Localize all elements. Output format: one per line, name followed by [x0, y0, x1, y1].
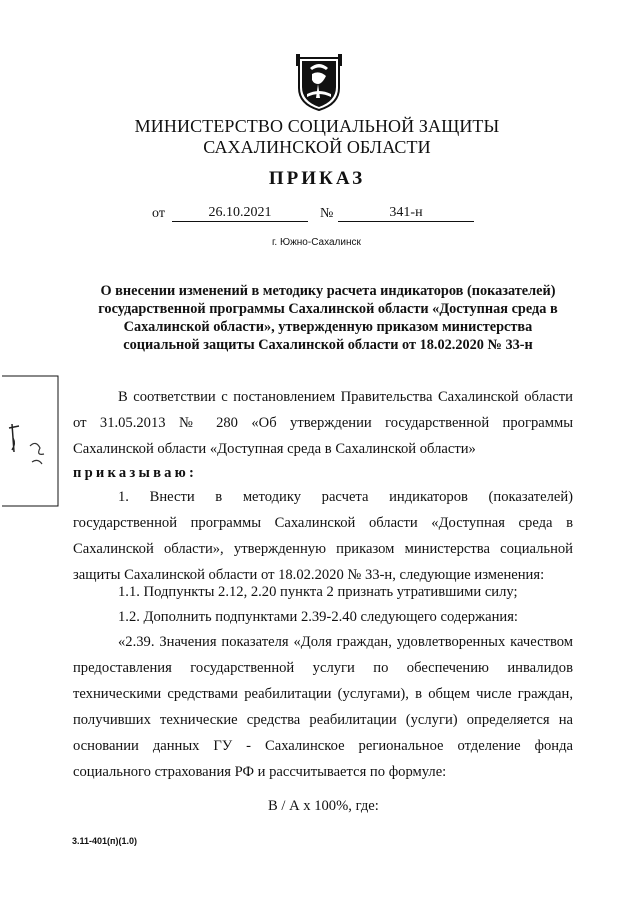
ministry-name-line2: САХАЛИНСКОЙ ОБЛАСТИ	[203, 137, 431, 157]
ministry-name-line1: МИНИСТЕРСТВО СОЦИАЛЬНОЙ ЗАЩИТЫ	[134, 116, 500, 136]
document-type-title: ПРИКАЗ	[268, 168, 366, 189]
coat-of-arms-emblem	[296, 54, 342, 112]
number-label: №	[320, 206, 334, 221]
subject-line-4: социальной защиты Сахалинской области от 18.02.2020 № 33-н	[123, 337, 533, 353]
orders-keyword: приказываю:	[73, 465, 198, 481]
item-1-1-paragraph: 1.1. Подпункты 2.12, 2.20 пункта 2 признать утратившими силу;	[118, 584, 518, 600]
subject-line-2: государственной программы Сахалинской области «Доступная среда в	[98, 301, 558, 317]
item-1-2-paragraph: 1.2. Дополнить подпунктами 2.39-2.40 следующего содержания:	[118, 609, 518, 625]
city-name: г. Южно-Сахалинск	[272, 237, 361, 248]
item-1-paragraph: 1. Внести в методику расчета индикаторов (показателей) государственной программы Сахалинской области «Доступная среда в Сахалинской области», утвержденную приказом министерства социальной защиты Сахалинской области от 18.02.2020 № 33-н, следующие изменения:	[73, 489, 573, 583]
margin-stamp	[0, 372, 62, 510]
date-label: от	[152, 206, 165, 221]
subject-line-1: О внесении изменений в методику расчета индикаторов (показателей)	[100, 283, 556, 299]
preamble-paragraph: В соответствии с постановлением Правительства Сахалинской области от 31.05.2013 № 280 «Об утверждении государственной программы Сахалинской области «Доступная среда в Сахалинской области»	[73, 389, 573, 457]
document-code: 3.11-401(п)(1.0)	[72, 836, 137, 846]
subject-line-3: Сахалинской области», утвержденную приказом министерства	[123, 319, 533, 335]
date-value: 26.10.2021	[172, 205, 308, 222]
item-2-39-paragraph: «2.39. Значения показателя «Доля граждан, удовлетворенных качеством предоставления государственной услуги по обеспечению инвалидов техническими средствами реабилитации (услугами), в общем числе граждан, получивших технические средства реабилитации (услуги) определяется на основании данных ГУ - Сахалинское региональное отделение фонда социального страхования РФ и рассчитывается по формуле:	[73, 634, 573, 780]
subject-heading	[72, 282, 584, 354]
number-value: 341-н	[338, 205, 474, 222]
formula: В / А х 100%, где:	[268, 798, 379, 814]
